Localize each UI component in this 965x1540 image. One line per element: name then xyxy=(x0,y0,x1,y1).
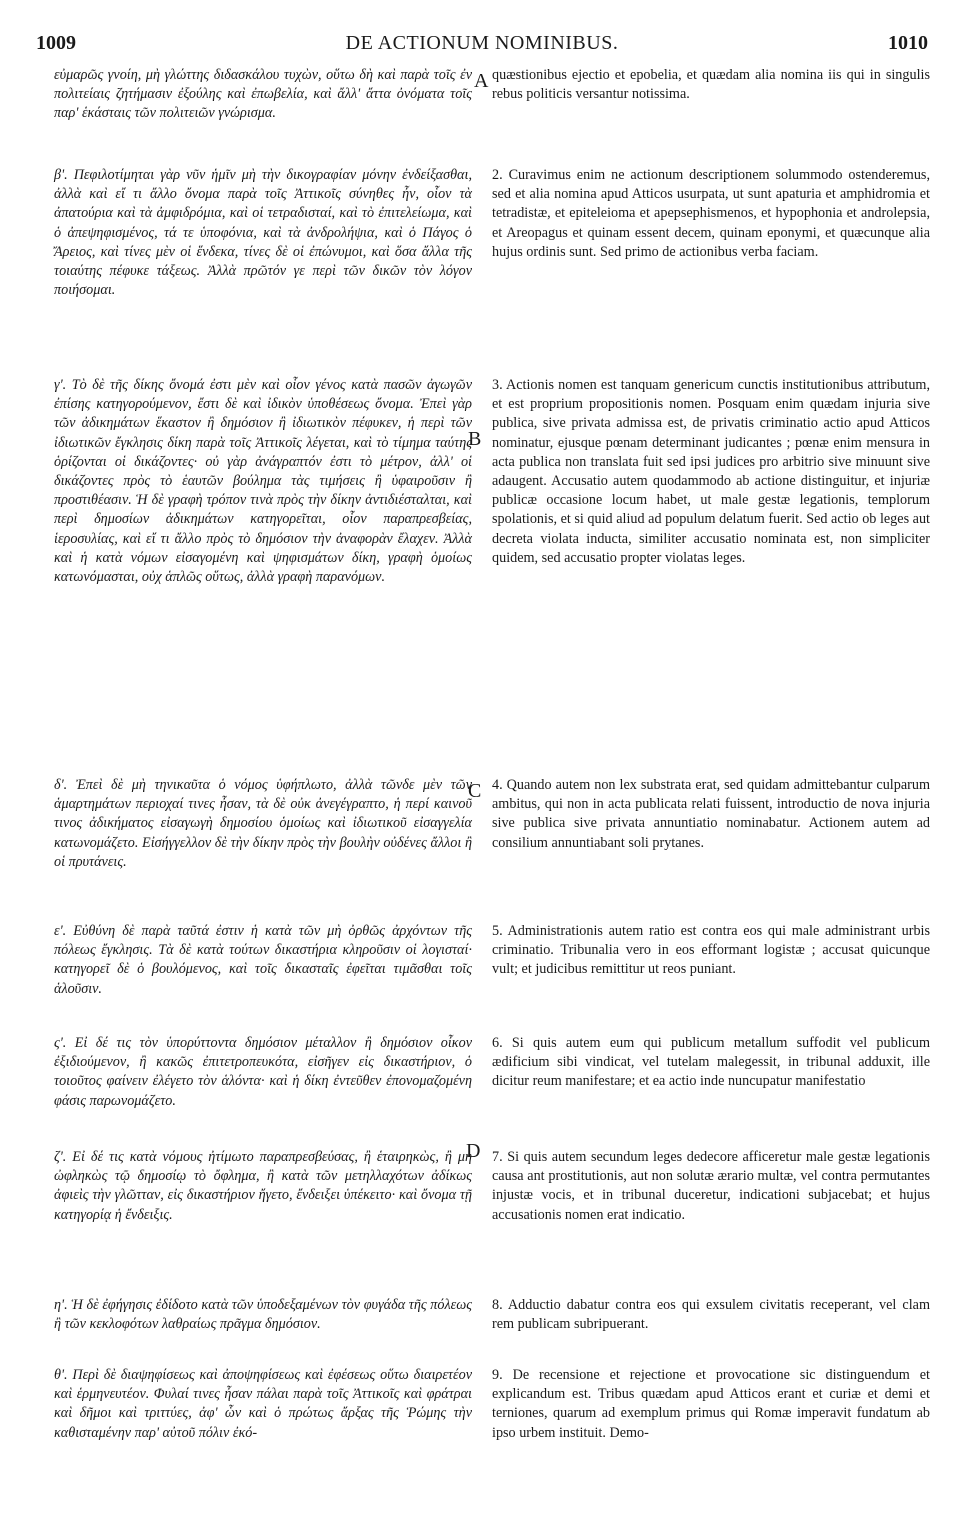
margin-letter-a: A xyxy=(474,70,489,92)
greek-paragraph-7: ζ'. Εἰ δέ τις κατὰ νόμους ἠτίμωτο παραπρεσβεύσας, ἢ ἑταιρηκὼς, ἢ μὴ ὠφληκὼς τῷ δημοσίῳ τὸ ὄφλημα, ἢ κατὰ τῶν μετηλλαχότων ἀδίκως ἀφιεὶς τὴν γλῶτταν, εἰς δικαστήριον ἤγετο, ἔνδειξει ὑπέκειτο· καὶ ὄνομα τῇ κατηγορίᾳ ἡ ἔνδειξις. xyxy=(54,1149,472,1223)
latin-paragraph-9: 9. De recensione et rejectione et provocatione sic distinguendum et explicandum est. Tribus quædam apud Atticos erant et curiæ et demi et terniones, quarum ad exemplum primus qui Romæ imperavit fundatum ab ipso urbem instituit. Demo- xyxy=(492,1367,930,1441)
greek-paragraph-4: δ'. Ἐπεὶ δὲ μὴ τηνικαῦτα ὁ νόμος ὑφήπλωτο, ἀλλὰ τῶνδε μὲν τῶν ἁμαρτημάτων περιοχαί τινες ἦσαν, τὰ δὲ οὐκ ἀνεγέγραπτο, ἡ περί καινοῦ τινος ἀδικήματος εἰσαγωγὴ δημοσίου ὁμοίως καὶ ἰδιωτικοῦ εἰσαγγελία κατωνομάζετο. Εἰσήγγελλον δὲ τὴν δίκην πρὸς τὴν βουλὴν οὐδένες ἄλλοι ἢ οἱ πρυτάνεις. xyxy=(54,777,472,870)
page-number-right: 1010 xyxy=(888,32,928,54)
latin-paragraph-7: 7. Si quis autem secundum leges dedecore afficeretur male gestæ legationis causa ant prostitutionis, aut non solutæ ærario multæ, vel contra permutantes injustæ vocis, et in tribunal duceretur, indicationi subjacebat; et hujus accusationis nomen erat indicatio. xyxy=(492,1149,930,1223)
latin-paragraph-3: 3. Actionis nomen est tanquam genericum cunctis institutionibus attributum, et est proprium propositionis nomen. Posquam enim quædam injuria sive publica, sive privata admissa est, de privatis criminatio actio apud Atticos nominatur, ejusque pœnam determinant judicantes ; pœnæ enim mensura in acta publica non translata fuit sed ipsi judices pro arbitrio sive minuunt sive adaugent. Accusatio autem quodammodo ab actione distinguitur, et injuriæ publicæ occasione locum habet, ut male gestæ legationis, templorum spolationis, et si quid aliud ad populum delatum fuerit. Sed actio ob leges aut decreta violata inducta, similiter accusatio nominata est, non simpliciter quidem, sed accusatio propter violatas leges. xyxy=(492,377,930,566)
latin-paragraph-5: 5. Administrationis autem ratio est contra eos qui male administrant urbis criminatio. Tribunalia vero in eos efformant logistæ ; accusat quicunque vult; et judicibus remittitur ut reos puniant. xyxy=(492,923,930,978)
greek-paragraph-9: θ'. Περὶ δὲ διαψηφίσεως καὶ ἀποψηφίσεως καὶ ἐφέσεως οὕτω διαιρετέον καὶ ἑρμηνευτέον. Φυλαί τινες ἦσαν πάλαι παρὰ τοῖς Ἀττικοῖς καὶ φράτραι καὶ δῆμοι καὶ τριττύες, ἀφ' ὧν καὶ ὁ πρώτως ἄρξας τῆς Ῥώμης τὴν καθισταμένην παρ' αὐτοῦ πόλιν ἐκό- xyxy=(54,1367,472,1441)
running-title: DE ACTIONUM NOMINIBUS. xyxy=(345,32,619,54)
margin-letter-b: B xyxy=(468,428,482,450)
greek-paragraph-1: εὐμαρῶς γνοίη, μὴ γλώττης διδασκάλου τυχὼν, οὕτω δὴ καὶ παρὰ τοῖς ἐν πολιτείαις ζητήμασιν ἐξούλης καὶ ἐπωβελία, καὶ ἄλλ' ἄττα ὀνόματα τοῖς παρ' ἑκάσταις τῶν πολιτειῶν γνώρισμα. xyxy=(54,67,472,122)
latin-paragraph-6: 6. Si quis autem eum qui publicum metallum suffodit vel publicum ædificium sibi vindicat, vel tutelam malegessit, in tribunal adduxit, ille dicitur reum manifestare; et ea actio inde nuncupatur manifestatio xyxy=(492,1035,930,1090)
latin-paragraph-8: 8. Adductio dabatur contra eos qui exsulem civitatis receperant, vel clam rem publicam subripuerant. xyxy=(492,1297,930,1333)
page-header xyxy=(36,32,928,58)
greek-paragraph-8: η'. Ἡ δὲ ἐφήγησις ἐδίδοτο κατὰ τῶν ὑποδεξαμένων τὸν φυγάδα τῆς πόλεως ἢ τῶν κεκλοφότων λαθραίως πρᾶγμα δημόσιον. xyxy=(54,1297,472,1333)
greek-paragraph-2: β'. Πεφιλοτίμηται γὰρ νῦν ἡμῖν μὴ τὴν δικογραφίαν μόνην ἐνδείξασθαι, ἀλλὰ καὶ εἴ τι ἄλλο ὄνομα παρὰ τοῖς Ἀττικοῖς σύνηθες ἦν, οἷον τὰ ἀπατούρια καὶ τὰ ἀμφιδρόμια, καὶ οἱ τετραδισταί, καὶ τὸ ἐπιτελείωμα, καὶ ὁ ἀπεψηφισμένος, τά τε ὑποφόνια, καὶ τὰ ἀνδρολήψια, καὶ ὁ Πάγος ὁ Ἄρειος, καὶ τίνες μὲν οἱ ἕνδεκα, τίνες δὲ οἱ ἐπώνυμοι, καὶ ὅσα ἄλλα τῆς τοιαύτης πέφυκε τάξεως. Ἀλλὰ πρῶτόν γε περὶ τῶν δικῶν τὸν λόγον ποιήσομαι. xyxy=(54,167,472,299)
margin-letter-c: C xyxy=(468,780,482,802)
latin-paragraph-2: 2. Curavimus enim ne actionum descriptionem solummodo ostenderemus, sed et alia nomina apud Atticos usurpata, ut sunt apaturia et amphidromia et tetradistæ, et epiteleioma et apepsephismenos, et hypophonia et androlepsia, et Areopagus et quinam essent decem, quinam eponymi, et quæcunque alia hujus ordinis sunt. Sed primo de actionibus verba faciam. xyxy=(492,167,930,260)
greek-paragraph-5: ε'. Εὐθύνη δὲ παρὰ ταῦτά ἐστιν ἡ κατὰ τῶν μὴ ὀρθῶς ἀρχόντων τῆς πόλεως ἔγκλησις. Τὰ δὲ κατὰ τούτων δικαστήρια κληροῦσιν οἱ λογισταί· κατηγορεῖ δὲ ὁ βουλόμενος, καὶ τοῖς δικασταῖς ἐφεῖται τιμᾶσθαι τοῖς ἁλοῦσιν. xyxy=(54,923,472,997)
latin-paragraph-4: 4. Quando autem non lex substrata erat, sed quidam admittebantur culparum ambitus, qui non in acta publicata relati fuissent, introductio de nova injuria sive publica sive privata annuntiatio nominabatur. Actionem autem ad consilium annuntiabant soli prytanes. xyxy=(492,777,930,851)
latin-paragraph-1: quæstionibus ejectio et epobelia, et quædam alia nomina iis qui in singulis rebus politicis versantur notissima. xyxy=(492,67,930,103)
greek-paragraph-6: ς'. Εἰ δέ τις τὸν ὑπορύττοντα δημόσιον μέταλλον ἢ δημόσιον οἶκον ἐξιδιούμενον, ἢ κακῶς ἐπιτετροπευκότα, εἰσῆγεν εἰς δικαστήριον, ὁ τοιοῦτος φαίνειν ἐλέγετο τὸν ἁλόντα· καὶ ἡ δίκη ἐντεῦθεν ἐπονομαζομένη φάσις παρωνομάζετο. xyxy=(54,1035,472,1109)
margin-letter-d: D xyxy=(466,1140,481,1162)
page-number-left: 1009 xyxy=(36,32,76,54)
greek-paragraph-3: γ'. Τὸ δὲ τῆς δίκης ὄνομά ἐστι μὲν καὶ οἷον γένος κατὰ πασῶν ἀγωγῶν ἐπίσης κατηγορούμενον, ἔστι δὲ καὶ ἰδικὸν ὑποθέσεως ὄνομα. Ἐπεὶ γὰρ τῶν ἀδικημάτων ἕκαστον ἢ δημόσιον ἢ ἰδιωτικὸν πέφυκεν, ἡ περὶ τῶν ἰδιωτικῶν ἔγκλησις δίκη παρὰ τοῖς Ἀττικοῖς λέγεται, καὶ τὸ τίμημα ταύτης ὁρίζονται οἱ δικάζοντες· οὐ γὰρ ἀνάγραπτόν ἐστι τὸ μέτρον, ἀλλ' οἱ δικάζοντες πρὸς τὸ ἑαυτῶν βούλημα τὰς τιμήσεις ἢ ὑφαιροῦσιν ἢ προστιθέασιν. Ἡ δὲ γραφὴ τρόπον τινὰ πρὸς τὴν δίκην ἀντιδιέσταλται, καὶ περὶ δημοσίων ἀδικημάτων κατηγορεῖται, οἷον παραπρεσβείας, ἱεροσυλίας, καὶ εἴ τι ἄλλο πρὸς τὸ δημόσιον τὴν ἀναφορὰν ἔλαχεν. Ἀλλὰ καὶ ἡ κατὰ νόμων εἰσαγομένη καὶ ψηφισμάτων δίκη, γραφὴ ὁμοίως κατωνόμασται, οὐχ ἁπλῶς οὕτως, ἀλλὰ γραφὴ παρανόμων. xyxy=(54,377,472,586)
